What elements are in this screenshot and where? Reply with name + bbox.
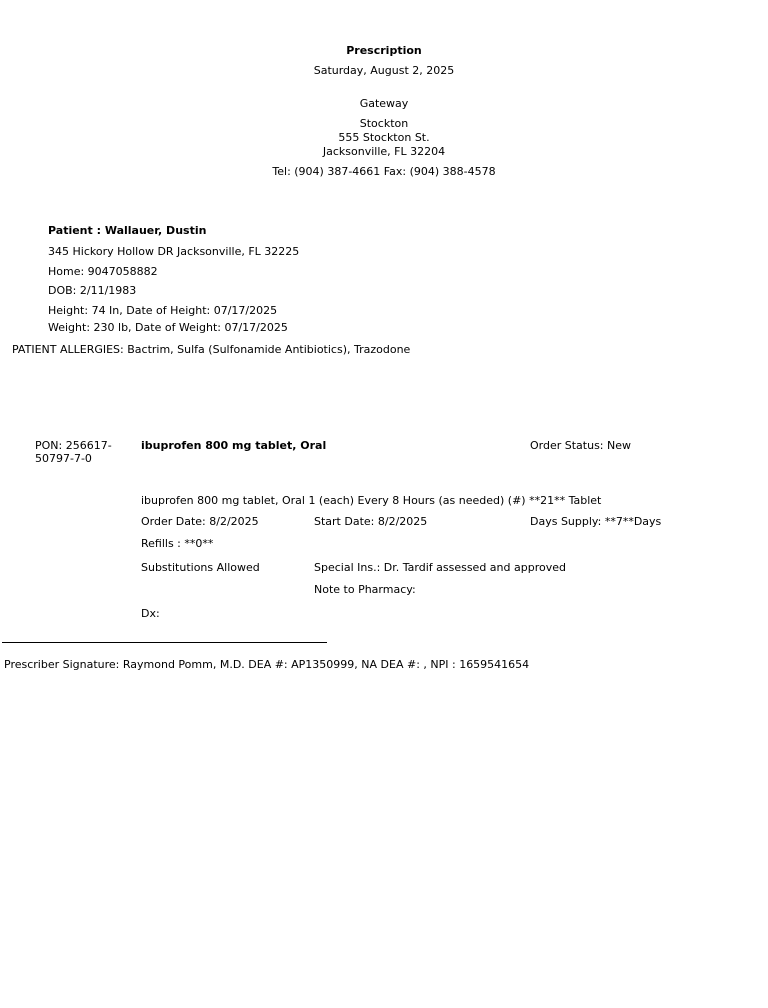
sig-text: ibuprofen 800 mg tablet, Oral 1 (each) Every 8 Hours (as needed) (#) **21** Tablet (141, 494, 602, 507)
patient-name: Patient : Wallauer, Dustin (48, 224, 207, 237)
refills: Refills : **0** (141, 537, 214, 550)
patient-dob: DOB: 2/11/1983 (48, 284, 137, 297)
signature-line (2, 642, 327, 643)
patient-home-phone: Home: 9047058882 (48, 265, 158, 278)
prescriber-signature: Prescriber Signature: Raymond Pomm, M.D. DEA #: AP1350999, NA DEA #: , NPI : 1659541654 (4, 658, 530, 671)
pharmacy-address-line1: 555 Stockton St. (338, 131, 430, 144)
order-date: Order Date: 8/2/2025 (141, 515, 259, 528)
special-instructions: Special Ins.: Dr. Tardif assessed and approved (314, 561, 566, 574)
pharmacy-name: Gateway (359, 97, 409, 110)
prescription-date: Saturday, August 2, 2025 (313, 64, 455, 77)
document-title: Prescription (346, 44, 422, 57)
patient-allergies: PATIENT ALLERGIES: Bactrim, Sulfa (Sulfonamide Antibiotics), Trazodone (12, 343, 411, 356)
patient-height: Height: 74 In, Date of Height: 07/17/2025 (48, 304, 278, 317)
pharmacy-address-line2: Jacksonville, FL 32204 (322, 145, 446, 158)
pharmacy-phones: Tel: (904) 387-4661 Fax: (904) 388-4578 (272, 165, 496, 178)
start-date: Start Date: 8/2/2025 (314, 515, 428, 528)
pharmacy-location: Stockton (359, 117, 409, 130)
drug-title: ibuprofen 800 mg tablet, Oral (141, 439, 327, 452)
pon-line1: PON: 256617- (35, 439, 112, 452)
patient-address: 345 Hickory Hollow DR Jacksonville, FL 32225 (48, 245, 300, 258)
pon-line2: 50797-7-0 (35, 452, 92, 465)
substitutions: Substitutions Allowed (141, 561, 260, 574)
note-to-pharmacy: Note to Pharmacy: (314, 583, 416, 596)
days-supply: Days Supply: **7**Days (530, 515, 662, 528)
diagnosis: Dx: (141, 607, 160, 620)
order-status: Order Status: New (530, 439, 632, 452)
patient-weight: Weight: 230 lb, Date of Weight: 07/17/2025 (48, 321, 288, 334)
